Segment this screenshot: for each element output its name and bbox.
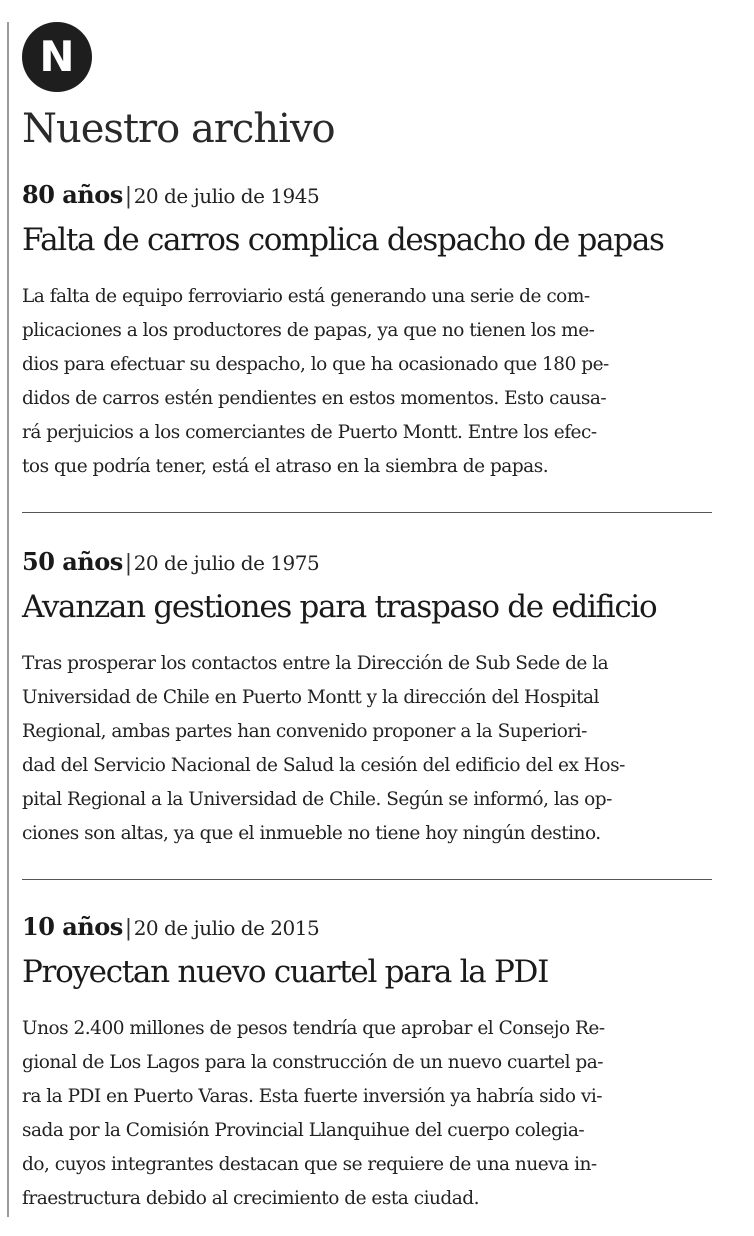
body-line: pital Regional a la Universidad de Chile. Según se informó, las op- xyxy=(22,789,612,810)
kicker-separator: | xyxy=(124,916,132,941)
body-line: do, cuyos integrantes destacan que se requiere de una nueva in- xyxy=(22,1154,597,1175)
article-body xyxy=(22,280,712,484)
years-ago-label: 80 años xyxy=(22,180,123,209)
article-kicker xyxy=(22,547,712,579)
body-line: Universidad de Chile en Puerto Montt y la dirección del Hospital xyxy=(22,687,599,708)
newspaper-logo-icon: N xyxy=(22,22,92,92)
body-line: dad del Servicio Nacional de Salud la cesión del edificio del ex Hos- xyxy=(22,755,625,776)
article-headline: Falta de carros complica despacho de papas xyxy=(22,222,664,258)
body-line: ciones son altas, ya que el inmueble no tiene hoy ningún destino. xyxy=(22,823,601,844)
body-line: fraestructura debido al crecimiento de esta ciudad. xyxy=(22,1188,480,1209)
article-date: 20 de julio de 1975 xyxy=(133,551,320,575)
article-body xyxy=(22,1012,712,1216)
article-headline: Avanzan gestiones para traspaso de edificio xyxy=(22,589,657,625)
body-line: rá perjuicios a los comerciantes de Puerto Montt. Entre los efec- xyxy=(22,422,597,443)
body-line: tos que podría tener, está el atraso en la siembra de papas. xyxy=(22,456,549,477)
body-line: sada por la Comisión Provincial Llanquihue del cuerpo colegia- xyxy=(22,1120,585,1141)
article-divider xyxy=(22,879,712,880)
article-kicker xyxy=(22,912,712,944)
article-kicker xyxy=(22,180,712,212)
body-line: La falta de equipo ferroviario está generando una serie de com- xyxy=(22,286,590,307)
body-line: dios para efectuar su despacho, lo que ha ocasionado que 180 pe- xyxy=(22,354,609,375)
kicker-separator: | xyxy=(124,551,132,576)
article-10-years xyxy=(22,912,712,1216)
years-ago-label: 10 años xyxy=(22,912,123,941)
section-title: Nuestro archivo xyxy=(22,106,335,152)
body-line: gional de Los Lagos para la construcción de un nuevo cuartel pa- xyxy=(22,1052,603,1073)
article-date: 20 de julio de 1945 xyxy=(133,184,320,208)
article-body xyxy=(22,647,712,851)
left-vertical-rule xyxy=(7,22,9,1217)
article-date: 20 de julio de 2015 xyxy=(133,916,320,940)
kicker-separator: | xyxy=(124,184,132,209)
body-line: Regional, ambas partes han convenido proponer a la Superiori- xyxy=(22,721,587,742)
body-line: ra la PDI en Puerto Varas. Esta fuerte inversión ya habría sido vi- xyxy=(22,1086,603,1107)
article-divider xyxy=(22,512,712,513)
body-line: plicaciones a los productores de papas, ya que no tienen los me- xyxy=(22,320,595,341)
body-line: Tras prosperar los contactos entre la Dirección de Sub Sede de la xyxy=(22,653,609,674)
body-line: Unos 2.400 millones de pesos tendría que aprobar el Consejo Re- xyxy=(22,1018,605,1039)
body-line: didos de carros estén pendientes en estos momentos. Esto causa- xyxy=(22,388,607,409)
article-80-years xyxy=(22,180,712,484)
article-headline: Proyectan nuevo cuartel para la PDI xyxy=(22,954,549,990)
years-ago-label: 50 años xyxy=(22,547,123,576)
article-50-years xyxy=(22,547,712,851)
